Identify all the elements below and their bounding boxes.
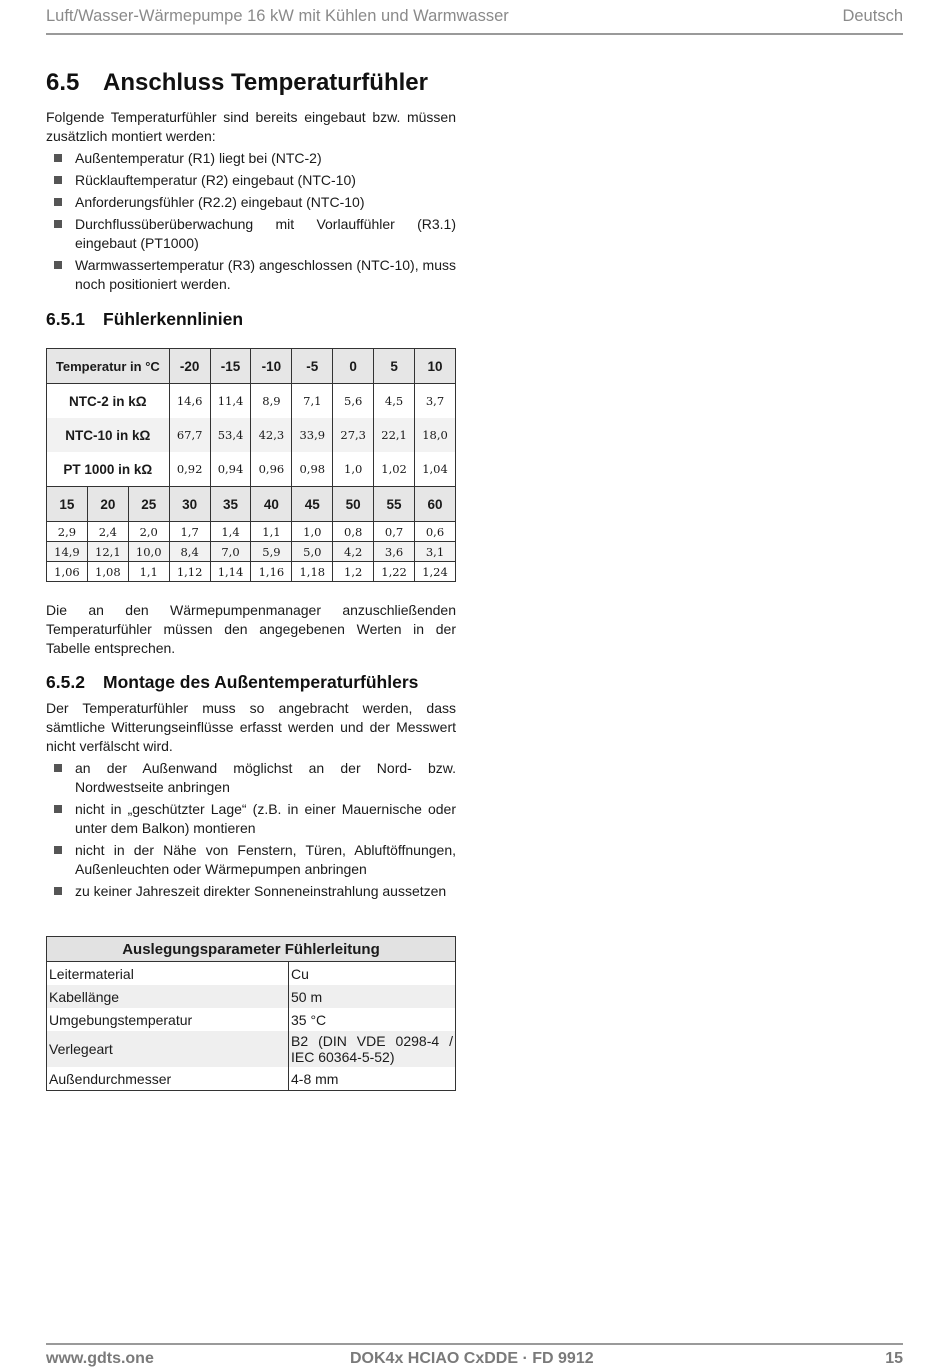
table-cell: 53,4 [210, 418, 251, 452]
table-cell: 1,0 [333, 452, 374, 487]
table-header-cell: Temperatur in °C [47, 349, 170, 384]
list-item: Außentemperatur (R1) liegt bei (NTC-2) [46, 149, 456, 168]
table-cell: 2,9 [47, 522, 88, 542]
table-cell: 67,7 [169, 418, 210, 452]
param-name: Leitermaterial [47, 962, 289, 986]
table-cell: 42,3 [251, 418, 292, 452]
page-footer [46, 1343, 903, 1371]
table-cell: 0,98 [292, 452, 333, 487]
table-cell: 3,1 [415, 542, 456, 562]
table-cell: 7,0 [210, 542, 251, 562]
header-language: Deutsch [842, 7, 903, 25]
table-cell: 2,4 [87, 522, 128, 542]
param-name: Kabellänge [47, 985, 289, 1008]
table-row [47, 384, 456, 419]
footer-document-id: DOK4x HCIAO CxDDE · FD 9912 [350, 1350, 594, 1367]
table-cell: 1,22 [374, 562, 415, 582]
table-cell: 0,96 [251, 452, 292, 487]
table-header-cell: -5 [292, 349, 333, 384]
subsection-number: 6.5.2 [46, 672, 85, 692]
table-cell: 10,0 [128, 542, 169, 562]
cable-parameter-table [46, 936, 456, 1091]
page-header [46, 7, 903, 35]
table-cell: 1,14 [210, 562, 251, 582]
table-row [47, 1031, 456, 1067]
list-item: Warmwassertemperatur (R3) angeschlossen (NTC-10), muss noch positioniert werden. [46, 256, 456, 294]
table-cell: 1,1 [251, 522, 292, 542]
list-item: Rücklauftemperatur (R2) eingebaut (NTC-10) [46, 171, 456, 190]
table-cell: 4,5 [374, 384, 415, 419]
table-cell: 33,9 [292, 418, 333, 452]
param-name: Verlegeart [47, 1031, 289, 1067]
table-cell: 1,16 [251, 562, 292, 582]
table-header-cell: 25 [128, 487, 169, 522]
table-row-label: NTC-10 in kΩ [47, 418, 170, 452]
section-number: 6.5 [46, 69, 80, 96]
table-cell: 14,9 [47, 542, 88, 562]
table-header-row [47, 487, 456, 522]
sensor-curve-table [46, 348, 456, 582]
subsection-number: 6.5.1 [46, 309, 85, 329]
montage-list [46, 759, 456, 901]
table-note: Die an den Wärmepumpenmanager anzuschließenden Temperaturfühler müssen den angegebenen Werten in der Tabelle entsprechen. [46, 602, 456, 656]
list-item: Anforderungsfühler (R2.2) eingebaut (NTC-10) [46, 193, 456, 212]
table-header-cell: 55 [374, 487, 415, 522]
table-row [47, 522, 456, 542]
list-item: nicht in der Nähe von Fenstern, Türen, Abluftöffnungen, Außenleuchten oder Wärmepumpen anbringen [46, 841, 456, 879]
table-cell: 0,8 [333, 522, 374, 542]
table-row [47, 542, 456, 562]
table-row [47, 1008, 456, 1031]
table-cell: 1,0 [292, 522, 333, 542]
table-row [47, 985, 456, 1008]
table-header-cell: 45 [292, 487, 333, 522]
param-name: Außendurchmesser [47, 1067, 289, 1091]
table-cell: 1,2 [333, 562, 374, 582]
table-cell: 1,18 [292, 562, 333, 582]
param-value: 4-8 mm [291, 1070, 339, 1087]
header-title: Luft/Wasser-Wärmepumpe 16 kW mit Kühlen und Warmwasser [46, 7, 509, 25]
montage-intro: Der Temperaturfühler muss so angebracht werden, dass sämtliche Witterungseinflüsse erfasst werden und der Messwert nicht verfälscht wird. [46, 700, 456, 754]
table-header-cell: -10 [251, 349, 292, 384]
param-value: 50 m [289, 985, 456, 1008]
section-intro-block [46, 108, 456, 297]
list-item: zu keiner Jahreszeit direkter Sonneneinstrahlung aussetzen [46, 882, 456, 901]
param-value: B2 (DIN VDE 0298-4 / IEC 60364-5-52) [289, 1031, 456, 1067]
table-cell: 4,2 [333, 542, 374, 562]
table-cell: 14,6 [169, 384, 210, 419]
table-header-cell: 10 [415, 349, 456, 384]
table-row [47, 452, 456, 487]
table-header-row [47, 937, 456, 962]
table-header-cell: 60 [415, 487, 456, 522]
table-header-cell: 15 [47, 487, 88, 522]
table-cell: 11,4 [210, 384, 251, 419]
table-cell: 22,1 [374, 418, 415, 452]
table-cell: 7,1 [292, 384, 333, 419]
table-header-cell: 40 [251, 487, 292, 522]
section-intro: Folgende Temperaturfühler sind bereits eingebaut bzw. müssen zusätzlich montiert werden: [46, 109, 456, 144]
subsection-title: Montage des Außentemperaturfühlers [103, 672, 419, 692]
table-cell: 1,7 [169, 522, 210, 542]
table-header-cell: 35 [210, 487, 251, 522]
table-row [47, 418, 456, 452]
page-number: 15 [885, 1350, 903, 1367]
table-cell: 3,6 [374, 542, 415, 562]
table-cell: 12,1 [87, 542, 128, 562]
subsection-heading-montage [46, 672, 418, 693]
table-header-cell: 20 [87, 487, 128, 522]
table-cell: 2,0 [128, 522, 169, 542]
footer-website: www.gdts.one [46, 1350, 154, 1367]
table-row [47, 962, 456, 986]
table-note-block [46, 601, 456, 658]
table-cell: 27,3 [333, 418, 374, 452]
table-cell: 8,9 [251, 384, 292, 419]
table-header-cell: 0 [333, 349, 374, 384]
table-header-cell: -15 [210, 349, 251, 384]
table-cell: 1,04 [415, 452, 456, 487]
table-row-label: NTC-2 in kΩ [47, 384, 170, 419]
table-cell: 1,24 [415, 562, 456, 582]
table-cell: 8,4 [169, 542, 210, 562]
table-cell: 1,4 [210, 522, 251, 542]
table-cell: 5,6 [333, 384, 374, 419]
table-row [47, 562, 456, 582]
table-cell: 18,0 [415, 418, 456, 452]
table-header-cell: 30 [169, 487, 210, 522]
param-value: Cu [291, 965, 309, 982]
subsection-heading-kennlinien [46, 309, 243, 330]
sensor-list [46, 149, 456, 294]
table-header-cell: 50 [333, 487, 374, 522]
table-cell: 5,0 [292, 542, 333, 562]
table-cell: 1,12 [169, 562, 210, 582]
param-name: Umgebungstemperatur [47, 1008, 289, 1031]
list-item: an der Außenwand möglichst an der Nord- bzw. Nordwestseite anbringen [46, 759, 456, 797]
table-cell: 3,7 [415, 384, 456, 419]
table-cell: 0,94 [210, 452, 251, 487]
table-cell: 0,7 [374, 522, 415, 542]
table-header-cell: -20 [169, 349, 210, 384]
section-title: Anschluss Temperaturfühler [103, 69, 428, 96]
list-item: Durchflussüberüberwachung mit Vorlauffühler (R3.1) eingebaut (PT1000) [46, 215, 456, 253]
table-header-cell: 5 [374, 349, 415, 384]
table-cell: 1,06 [47, 562, 88, 582]
subsection-title: Fühlerkennlinien [103, 309, 244, 329]
montage-block [46, 699, 456, 904]
table-cell: 0,6 [415, 522, 456, 542]
table-cell: 1,1 [128, 562, 169, 582]
table-row-label: PT 1000 in kΩ [47, 452, 170, 487]
table-cell: 5,9 [251, 542, 292, 562]
param-value: 35 °C [291, 1011, 327, 1028]
table-title: Auslegungsparameter Fühlerleitung [47, 937, 456, 962]
table-row [47, 1067, 456, 1091]
section-heading [46, 69, 428, 97]
table-header-row [47, 349, 456, 384]
table-cell: 0,92 [169, 452, 210, 487]
table-cell: 1,08 [87, 562, 128, 582]
table-cell: 1,02 [374, 452, 415, 487]
list-item: nicht in „geschützter Lage“ (z.B. in einer Mauernische oder unter dem Balkon) montieren [46, 800, 456, 838]
